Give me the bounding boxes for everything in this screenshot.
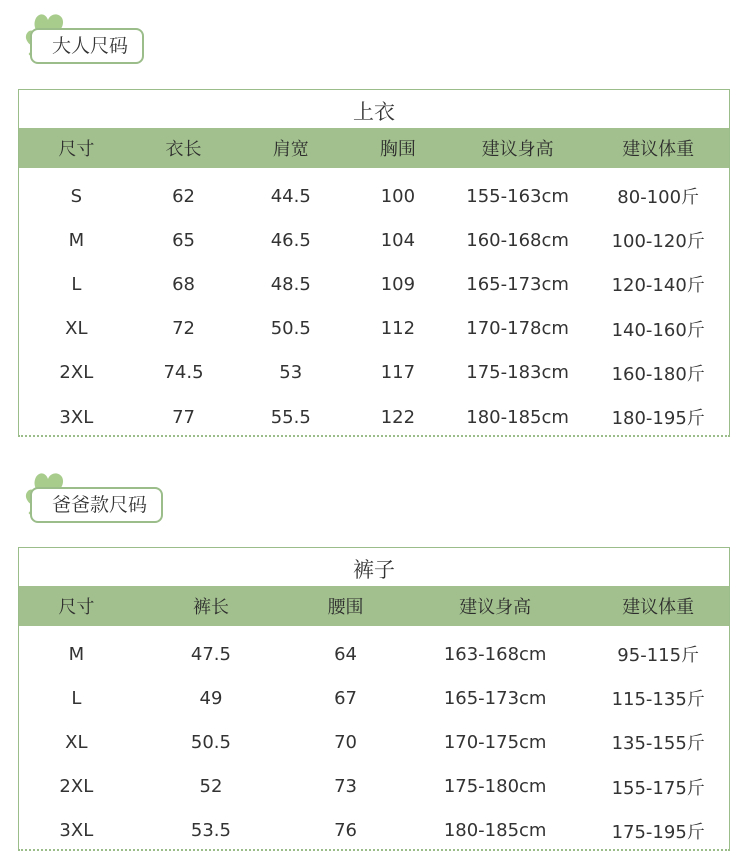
table-row [19, 174, 729, 218]
table-cell: 180-185cm [466, 406, 569, 428]
table-cell: 170-175cm [443, 731, 547, 753]
header-cell: 胸围 [379, 139, 416, 160]
table-cell: 170-178cm [466, 318, 569, 340]
table-cell: 80-100斤 [617, 187, 700, 209]
table-cell: 72 [172, 318, 195, 340]
table-title: 裤子 [353, 558, 395, 582]
table-cell: 175-183cm [466, 362, 569, 384]
header-cell: 腰围 [327, 597, 364, 618]
table-cell: 135-155斤 [611, 733, 705, 755]
table-body [19, 168, 729, 442]
header-cell: 衣长 [165, 139, 202, 160]
table-cell: 100-120斤 [611, 231, 705, 253]
table-row [19, 720, 729, 764]
table-body [19, 626, 729, 856]
header-cell: 尺寸 [58, 597, 95, 618]
table-cell: 73 [334, 776, 358, 798]
table-cell: 62 [172, 185, 195, 207]
table-cell: 53.5 [190, 820, 231, 842]
table-row [19, 307, 729, 351]
table-cell: 122 [380, 406, 416, 428]
table-header [19, 586, 729, 626]
table-header [19, 128, 729, 168]
table-cell: XL [65, 318, 88, 340]
table-cell: 140-160斤 [611, 319, 705, 341]
table-cell: 44.5 [270, 185, 311, 207]
table-title: 上衣 [353, 100, 395, 124]
size-table-tops [18, 89, 730, 437]
table-cell: 104 [380, 229, 416, 251]
section-title: 大人尺码 [30, 28, 144, 64]
table-cell: 175-195斤 [611, 821, 705, 843]
table-cell: 70 [334, 731, 358, 753]
header-cell: 建议身高 [481, 139, 554, 160]
table-cell: 117 [380, 362, 416, 384]
table-cell: 67 [334, 687, 358, 709]
header-cell: 肩宽 [272, 139, 309, 160]
header-cell: 建议体重 [622, 597, 695, 618]
table-cell: 120-140斤 [611, 275, 705, 297]
table-cell: 47.5 [190, 643, 231, 665]
table-cell: 115-135斤 [611, 689, 705, 711]
table-cell: 46.5 [270, 229, 311, 251]
table-cell: 95-115斤 [617, 645, 700, 667]
table-cell: 175-180cm [443, 776, 547, 798]
table-cell: 165-173cm [443, 687, 547, 709]
table-cell: L [71, 273, 82, 295]
table-cell: 74.5 [163, 362, 204, 384]
table-cell: 3XL [59, 406, 94, 428]
table-row [19, 765, 729, 809]
table-cell: XL [65, 731, 88, 753]
table-cell: 2XL [59, 362, 94, 384]
table-row [19, 395, 729, 439]
header-cell: 尺寸 [58, 139, 95, 160]
table-cell: 112 [380, 318, 416, 340]
table-cell: 180-195斤 [611, 408, 705, 430]
table-cell: 2XL [59, 776, 94, 798]
table-cell: 49 [199, 687, 223, 709]
table-cell: 160-168cm [466, 229, 569, 251]
table-cell: M [68, 229, 85, 251]
table-cell: 68 [172, 273, 195, 295]
table-cell: 180-185cm [443, 820, 547, 842]
size-table-pants [18, 547, 730, 851]
table-row [19, 632, 729, 676]
table-cell: 65 [172, 229, 195, 251]
table-cell: 77 [172, 406, 195, 428]
table-row [19, 676, 729, 720]
table-cell: 52 [199, 776, 223, 798]
table-cell: 50.5 [270, 318, 311, 340]
table-cell: 155-163cm [466, 185, 569, 207]
table-cell: 160-180斤 [611, 363, 705, 385]
table-row [19, 262, 729, 306]
table-cell: M [68, 643, 85, 665]
header-cell: 裤长 [192, 597, 229, 618]
table-cell: 155-175斤 [611, 777, 705, 799]
table-row [19, 351, 729, 395]
section-title: 爸爸款尺码 [30, 487, 163, 523]
header-cell: 建议身高 [459, 597, 532, 618]
section-tag-dad [18, 467, 178, 517]
table-cell: S [70, 185, 83, 207]
table-row [19, 218, 729, 262]
table-cell: 100 [380, 185, 416, 207]
table-cell: 76 [334, 820, 358, 842]
table-cell: 3XL [59, 820, 94, 842]
table-cell: 109 [380, 273, 416, 295]
table-cell: 50.5 [190, 731, 231, 753]
table-row [19, 809, 729, 853]
table-cell: 163-168cm [443, 643, 547, 665]
table-cell: 48.5 [270, 273, 311, 295]
section-tag-adult [18, 8, 178, 58]
header-cell: 建议体重 [622, 139, 695, 160]
table-cell: 55.5 [270, 406, 311, 428]
table-cell: 64 [334, 643, 358, 665]
table-cell: 53 [279, 362, 303, 384]
table-cell: 165-173cm [466, 273, 569, 295]
table-cell: L [71, 687, 82, 709]
